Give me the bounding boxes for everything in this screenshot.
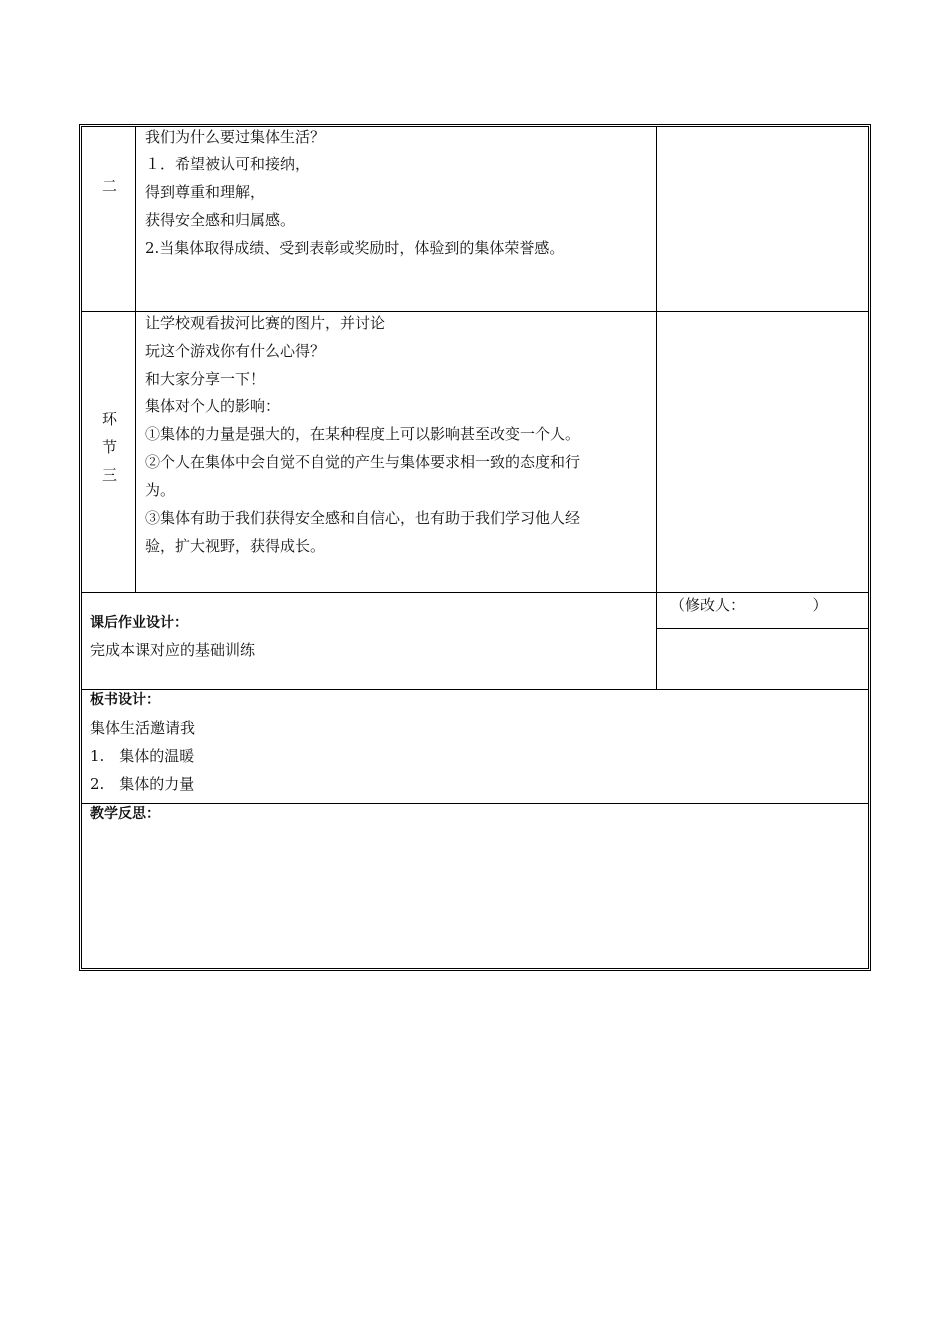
section3-line: 让学校观看拔河比赛的图片，并讨论 — [145, 314, 386, 332]
section-label-3-char: 节 — [101, 438, 117, 456]
section2-line: 获得安全感和归属感。 — [145, 211, 296, 229]
row-divider — [82, 311, 868, 312]
row-divider — [656, 628, 868, 629]
row-divider — [82, 592, 868, 593]
board-line: 1. 集体的温暖 — [90, 747, 195, 765]
section3-line: 为。 — [145, 481, 176, 499]
homework-content: 完成本课对应的基础训练 — [90, 641, 256, 659]
section-label-3-char: 环 — [101, 410, 117, 428]
reflection-heading: 教学反思： — [90, 806, 160, 822]
row-divider — [82, 689, 868, 690]
board-line: 2. 集体的力量 — [90, 775, 195, 793]
section3-line: 和大家分享一下！ — [145, 370, 266, 388]
homework-heading: 课后作业设计： — [90, 615, 188, 631]
section3-line: ③集体有助于我们获得安全感和自信心，也有助于我们学习他人经 — [145, 509, 581, 527]
board-line: 集体生活邀请我 — [90, 719, 196, 737]
section3-line: 验，扩大视野，获得成长。 — [145, 537, 326, 555]
section-label-3-char: 三 — [101, 466, 117, 484]
section-label-2: 二 — [101, 177, 117, 195]
board-heading: 板书设计： — [90, 692, 160, 708]
row-divider — [82, 803, 868, 804]
section3-line: ①集体的力量是强大的，在某种程度上可以影响甚至改变一个人。 — [145, 425, 581, 443]
section3-line: ②个人在集体中会自觉不自觉的产生与集体要求相一致的态度和行 — [145, 453, 581, 471]
section2-line: 我们为什么要过集体生活？ — [145, 128, 326, 146]
section2-line: １．希望被认可和接纳， — [145, 155, 311, 173]
reviser-label: （修改人： ） — [670, 596, 828, 614]
lesson-plan-table — [79, 124, 871, 971]
section2-line: 2.当集体取得成绩、受到表彰或奖励时，体验到的集体荣誉感。 — [145, 239, 565, 257]
section2-line: 得到尊重和理解， — [145, 183, 266, 201]
column-divider — [656, 127, 657, 689]
section3-line: 集体对个人的影响： — [145, 397, 281, 415]
section3-line: 玩这个游戏你有什么心得？ — [145, 342, 326, 360]
